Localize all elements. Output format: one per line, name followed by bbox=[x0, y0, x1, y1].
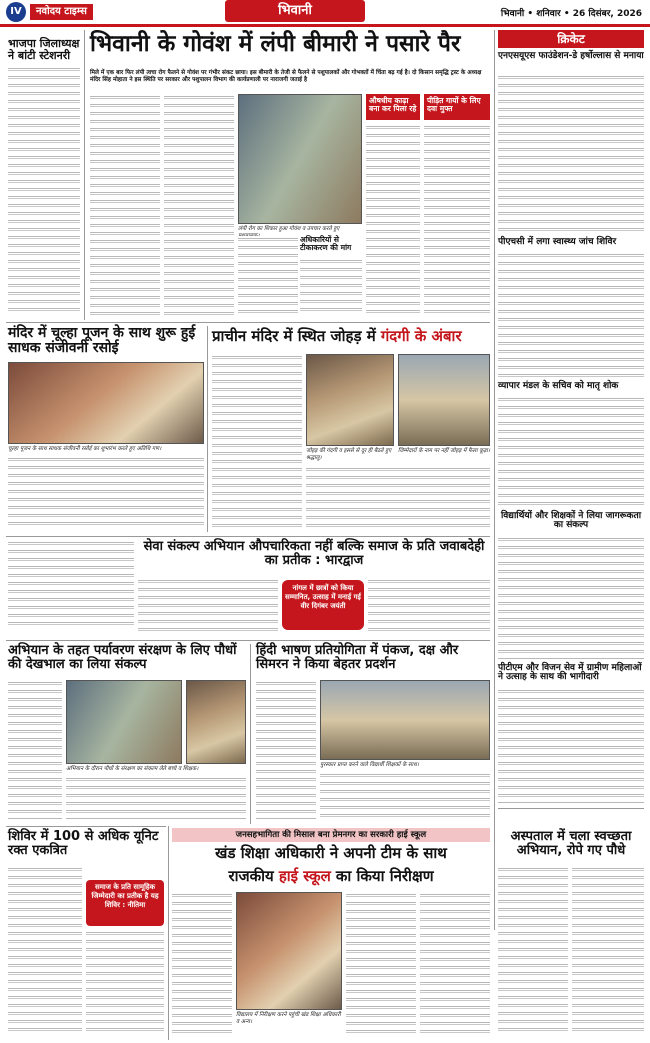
column-divider bbox=[84, 30, 85, 320]
temple2-photo-1 bbox=[306, 354, 394, 446]
school-body-1 bbox=[172, 892, 232, 1036]
temple2-caption-2: जिम्मेदारों के नाम पर नहीं जोहड़ में फैला कूड़ा। bbox=[398, 448, 490, 454]
school-headline-1: खंड शिक्षा अधिकारी ने अपनी टीम के साथ bbox=[215, 844, 447, 862]
brief-1-headline: पीएचसी में लगा स्वास्थ्य जांच शिविर bbox=[498, 237, 617, 247]
plants-photo-2 bbox=[186, 680, 246, 764]
lead-body-col1 bbox=[90, 94, 160, 316]
hospital-headline: अस्पताल में चला स्वच्छता अभियान, रोपे गए पौधे bbox=[510, 829, 632, 858]
plants-caption: अभियान के दौरान पौधों के संरक्षण का संकल्प लेते बच्चे व शिक्षक। bbox=[66, 766, 199, 772]
brief-4-body bbox=[498, 688, 644, 804]
hindi-caption: पुरस्कार प्राप्त करने वाले विद्यार्थी शिक्षकों के साथ। bbox=[320, 762, 419, 768]
lead-subhead-2-box bbox=[424, 94, 490, 120]
hindi-photo bbox=[320, 680, 490, 760]
plants-photo-1 bbox=[66, 680, 182, 764]
header-rule bbox=[0, 24, 650, 27]
school-headline-2b: का किया निरीक्षण bbox=[335, 867, 434, 885]
temple1-photo bbox=[8, 362, 204, 444]
lead-body-col6 bbox=[424, 124, 490, 316]
school-banner: जनसहभागिता की मिसाल बना प्रेमनगर का सरकारी हाई स्कूल bbox=[172, 828, 490, 842]
lead-photo-caption: लंपी रोग का शिकार हुआ गोवंश व उपचार करते हुए bbox=[238, 226, 340, 232]
paper-name: नवोदय टाइम्स bbox=[30, 4, 93, 20]
column-divider-4 bbox=[168, 826, 169, 1040]
sports-headline: एनएसयूएस फाउंडेशन-डे हर्षोल्लास से मनाया bbox=[498, 51, 644, 61]
page-header bbox=[0, 0, 650, 26]
lead-body-col5 bbox=[366, 124, 420, 316]
camp-body-1 bbox=[8, 866, 82, 1036]
right-column-divider bbox=[494, 30, 495, 930]
temple1-body bbox=[8, 456, 204, 528]
brief-3-body bbox=[498, 536, 644, 660]
hindi-body-1 bbox=[256, 680, 316, 820]
temple2-headline-row bbox=[212, 326, 490, 350]
lead-body-col3 bbox=[238, 236, 298, 316]
plants-body-1 bbox=[8, 680, 62, 820]
temple2-photo-2 bbox=[398, 354, 490, 446]
column-divider-3 bbox=[250, 644, 251, 824]
date-line: भिवानी • शनिवार • 26 दिसंबर, 2026 bbox=[500, 9, 642, 19]
brief-4-headline: पीटीएम और विजन सेव में ग्रामीण महिलाओं ने उत्साह के साथ की भागीदारी bbox=[498, 663, 642, 683]
temple2-headline-highlight: गंदगी के अंबार bbox=[380, 327, 462, 345]
sports-label: क्रिकेट bbox=[498, 30, 644, 48]
seva-body-1 bbox=[138, 578, 278, 636]
school-photo bbox=[236, 892, 342, 1010]
temple1-headline: मंदिर में चूल्हा पूजन के साथ शुरू हुई साधक संजीवनी रसोई bbox=[8, 325, 196, 356]
school-caption: विद्यालय में निरीक्षण करने पहुंची खंड शिक्षा अधिकारी व अन्य। bbox=[236, 1012, 341, 1025]
sports-body bbox=[498, 74, 644, 234]
plants-body-2 bbox=[66, 776, 246, 820]
brief-1-body bbox=[498, 252, 644, 378]
lead-body-col2 bbox=[164, 94, 234, 316]
left-top-body bbox=[8, 66, 80, 316]
school-headline-2-row bbox=[172, 866, 490, 888]
section-rule-2 bbox=[6, 536, 490, 537]
brief-3-headline: विद्यार्थियों और शिक्षकों ने लिया जागरूकता का संकल्प bbox=[500, 511, 642, 531]
hindi-headline: हिंदी भाषण प्रतियोगिता में पंकज, दक्ष और सिमरन ने किया बेहतर प्रदर्शन bbox=[256, 643, 459, 672]
camp-body-2 bbox=[86, 930, 164, 1036]
hindi-body-2 bbox=[320, 772, 490, 820]
section-rule-4 bbox=[6, 826, 166, 827]
seva-headline: सेवा संकल्प अभियान औपचारिकता नहीं बल्कि समाज के प्रति जवाबदेही का प्रतीक : भारद्वाज bbox=[143, 539, 485, 568]
lead-subhead-2: पीड़ित गायों के लिए दवा मुफ्त bbox=[427, 96, 481, 113]
hospital-body-1 bbox=[498, 866, 568, 1036]
lead-intro: मिले में एक बार फिर लंपी त्वचा रोग फैलने से गोवंश पर गंभीर संकट छाया। इस बीमारी के तेजी से फैलने से पशुपालकों और गोभक्तों में चिंता बढ़ गई है। दो किसान समृद्धि ट्रस्ट के अध्यक्ष मंदिर सिंह मोहाता ने इस स्थिति पर सरकार और पशुपालन विभाग की कार्यप्रणाली पर नाराजगी जताई है bbox=[90, 70, 482, 83]
section-rule-5 bbox=[498, 808, 644, 809]
left-top-headline: भाजपा जिलाध्यक्ष ने बांटी स्टेशनरी bbox=[8, 37, 80, 62]
plants-headline: अभियान के तहत पर्यावरण संरक्षण के लिए पौधों की देखभाल का लिया संकल्प bbox=[8, 643, 237, 672]
temple2-headline: प्राचीन मंदिर में स्थित जोहड़ में bbox=[212, 327, 376, 345]
column-divider-2 bbox=[207, 326, 208, 532]
school-body-2 bbox=[346, 892, 416, 1036]
hospital-body-2 bbox=[572, 866, 644, 1036]
temple2-caption-1: जोहड़ की गंदगी व इससे से दूर ही बैठते हुए श्रद्धालु। bbox=[306, 448, 392, 461]
school-body-3 bbox=[420, 892, 490, 1036]
lead-subhead-1-box bbox=[366, 94, 420, 120]
school-headline-2-highlight: हाई स्कूल bbox=[278, 867, 331, 885]
section-rule bbox=[6, 322, 490, 323]
section-title: भिवानी bbox=[225, 0, 365, 22]
left-brief-body bbox=[8, 540, 134, 630]
seva-callout: नांगल में छात्रों को किया सम्मानित, उत्साह में मनाई गई वीर दिगंबर जयंती bbox=[282, 580, 364, 630]
camp-callout: समाज के प्रति सामूहिक जिम्मेदारी का प्रतीक है यह शिविर : नीतिमा bbox=[86, 880, 164, 926]
brief-2-body bbox=[498, 396, 644, 508]
lead-subhead-1: औषधीय काढ़ा बना कर पिला रहे bbox=[369, 96, 417, 113]
camp-headline: शिविर में 100 से अधिक यूनिट रक्त एकत्रित bbox=[8, 829, 159, 858]
temple2-body-2 bbox=[306, 466, 490, 532]
lead-body-col4 bbox=[300, 258, 362, 316]
lead-subhead-3: अधिकारियों से टीकाकरण की मांग bbox=[300, 235, 352, 252]
lead-photo bbox=[238, 94, 362, 224]
page-number: IV bbox=[6, 2, 26, 22]
section-rule-3 bbox=[6, 640, 490, 641]
temple2-body bbox=[212, 354, 302, 532]
lead-headline: भिवानी के गोवंश में लंपी बीमारी ने पसारे पैर bbox=[90, 31, 461, 57]
brief-2-headline: व्यापार मंडल के सचिव को मातृ शोक bbox=[498, 381, 619, 391]
school-headline-2a: राजकीय bbox=[228, 867, 274, 885]
seva-body-2 bbox=[368, 578, 490, 636]
temple1-caption: चूल्हा पूजन के साथ साधक संजीवनी रसोई का शुभारंभ करते हुए अतिथि गण। bbox=[8, 446, 162, 452]
